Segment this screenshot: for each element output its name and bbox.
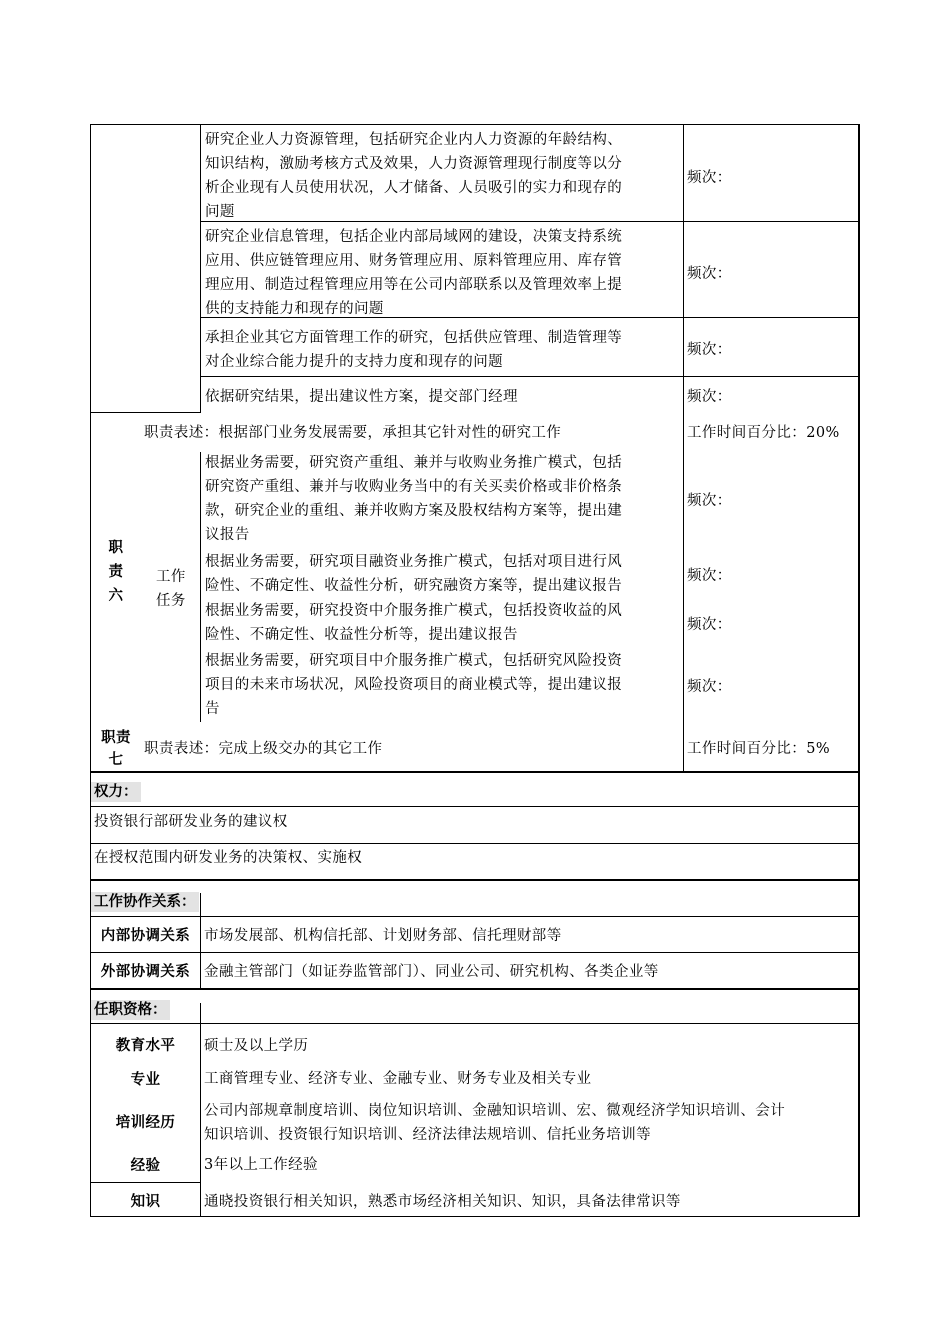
qual-label: 教育水平 xyxy=(115,1038,176,1054)
qual-value: 硕士及以上学历 xyxy=(204,1038,309,1054)
task-line: 研究资产重组、兼并与收购业务当中的有关买卖价格或非价格条 xyxy=(205,479,623,495)
time-percent: 工作时间百分比：5% xyxy=(687,741,831,757)
task-line: 问题 xyxy=(205,204,235,220)
duty-description: 职责表述：完成上级交办的其它工作 xyxy=(144,741,383,757)
task-line: 承担企业其它方面管理工作的研究，包括供应管理、制造管理等 xyxy=(205,330,623,346)
qual-value: 工商管理专业、经济专业、金融专业、财务专业及相关专业 xyxy=(204,1071,592,1087)
task-line: 研究企业信息管理，包括企业内部局域网的建设，决策支持系统 xyxy=(205,229,623,245)
coop-label: 内部协调关系 xyxy=(100,928,191,944)
task-line: 根据业务需要，研究项目融资业务推广模式，包括对项目进行风 xyxy=(205,554,623,570)
task-line: 供的支持能力和现存的问题 xyxy=(205,301,384,317)
frequency-label: 频次： xyxy=(687,266,732,282)
power-item: 在授权范围内研发业务的决策权、实施权 xyxy=(94,850,363,866)
task-line: 对企业综合能力提升的支持力度和现存的问题 xyxy=(205,354,503,370)
duty-label: 责 xyxy=(108,564,124,580)
duty-label: 六 xyxy=(108,588,124,604)
section-title: 权力： xyxy=(91,782,141,802)
qual-value: 3年以上工作经验 xyxy=(204,1157,318,1173)
frequency-label: 频次： xyxy=(687,342,732,358)
section-title: 任职资格： xyxy=(91,1000,170,1020)
qual-label: 培训经历 xyxy=(115,1115,176,1131)
qual-label: 知识 xyxy=(130,1194,161,1210)
task-line: 根据业务需要，研究资产重组、兼并与收购业务推广模式，包括 xyxy=(205,455,623,471)
time-percent: 工作时间百分比：20% xyxy=(687,425,840,441)
task-line: 议报告 xyxy=(205,527,250,543)
frequency-label: 频次： xyxy=(687,493,732,509)
qual-label: 经验 xyxy=(130,1158,161,1174)
duty-description: 职责表述：根据部门业务发展需要，承担其它针对性的研究工作 xyxy=(144,425,562,441)
frequency-label: 频次： xyxy=(687,389,732,405)
coop-label: 外部协调关系 xyxy=(100,964,191,980)
coop-value: 市场发展部、机构信托部、计划财务部、信托理财部等 xyxy=(204,928,562,944)
task-line: 险性、不确定性、收益性分析，研究融资方案等，提出建议报告 xyxy=(205,578,623,594)
task-line: 款，研究企业的重组、兼并收购方案及股权结构方案等，提出建 xyxy=(205,503,623,519)
task-line: 依据研究结果，提出建议性方案，提交部门经理 xyxy=(205,389,518,405)
task-line: 险性、不确定性、收益性分析等，提出建议报告 xyxy=(205,627,518,643)
frequency-label: 频次： xyxy=(687,170,732,186)
task-label: 任务 xyxy=(156,593,186,609)
task-label: 工作 xyxy=(156,569,186,585)
frequency-label: 频次： xyxy=(687,568,732,584)
qual-value: 通晓投资银行相关知识，熟悉市场经济相关知识、知识，具备法律常识等 xyxy=(204,1194,681,1210)
qual-value: 公司内部规章制度培训、岗位知识培训、金融知识培训、宏、微观经济学知识培训、会计 xyxy=(204,1103,786,1119)
duty-label: 七 xyxy=(108,752,124,768)
frequency-label: 频次： xyxy=(687,617,732,633)
task-line: 根据业务需要，研究项目中介服务推广模式，包括研究风险投资 xyxy=(205,653,623,669)
qual-value: 知识培训、投资银行知识培训、经济法律法规培训、信托业务培训等 xyxy=(204,1127,651,1143)
task-line: 析企业现有人员使用状况，人才储备、人员吸引的实力和现存的 xyxy=(205,180,623,196)
frequency-label: 频次： xyxy=(687,679,732,695)
task-line: 理应用、制造过程管理应用等在公司内部联系以及管理效率上提 xyxy=(205,277,623,293)
section-title: 工作协作关系： xyxy=(91,892,199,912)
task-line: 知识结构，激励考核方式及效果，人力资源管理现行制度等以分 xyxy=(205,156,623,172)
power-item: 投资银行部研发业务的建议权 xyxy=(94,814,288,830)
task-line: 项目的未来市场状况，风险投资项目的商业模式等，提出建议报 xyxy=(205,677,623,693)
coop-value: 金融主管部门（如证券监管部门）、同业公司、研究机构、各类企业等 xyxy=(204,964,659,980)
task-line: 根据业务需要，研究投资中介服务推广模式，包括投资收益的风 xyxy=(205,603,623,619)
duty-label: 职责 xyxy=(101,730,131,746)
task-line: 告 xyxy=(205,701,220,717)
duty-label: 职 xyxy=(108,540,124,556)
qual-label: 专业 xyxy=(130,1072,161,1088)
task-line: 研究企业人力资源管理，包括研究企业内人力资源的年龄结构、 xyxy=(205,132,623,148)
task-line: 应用、供应链管理应用、财务管理应用、原料管理应用、库存管 xyxy=(205,253,623,269)
